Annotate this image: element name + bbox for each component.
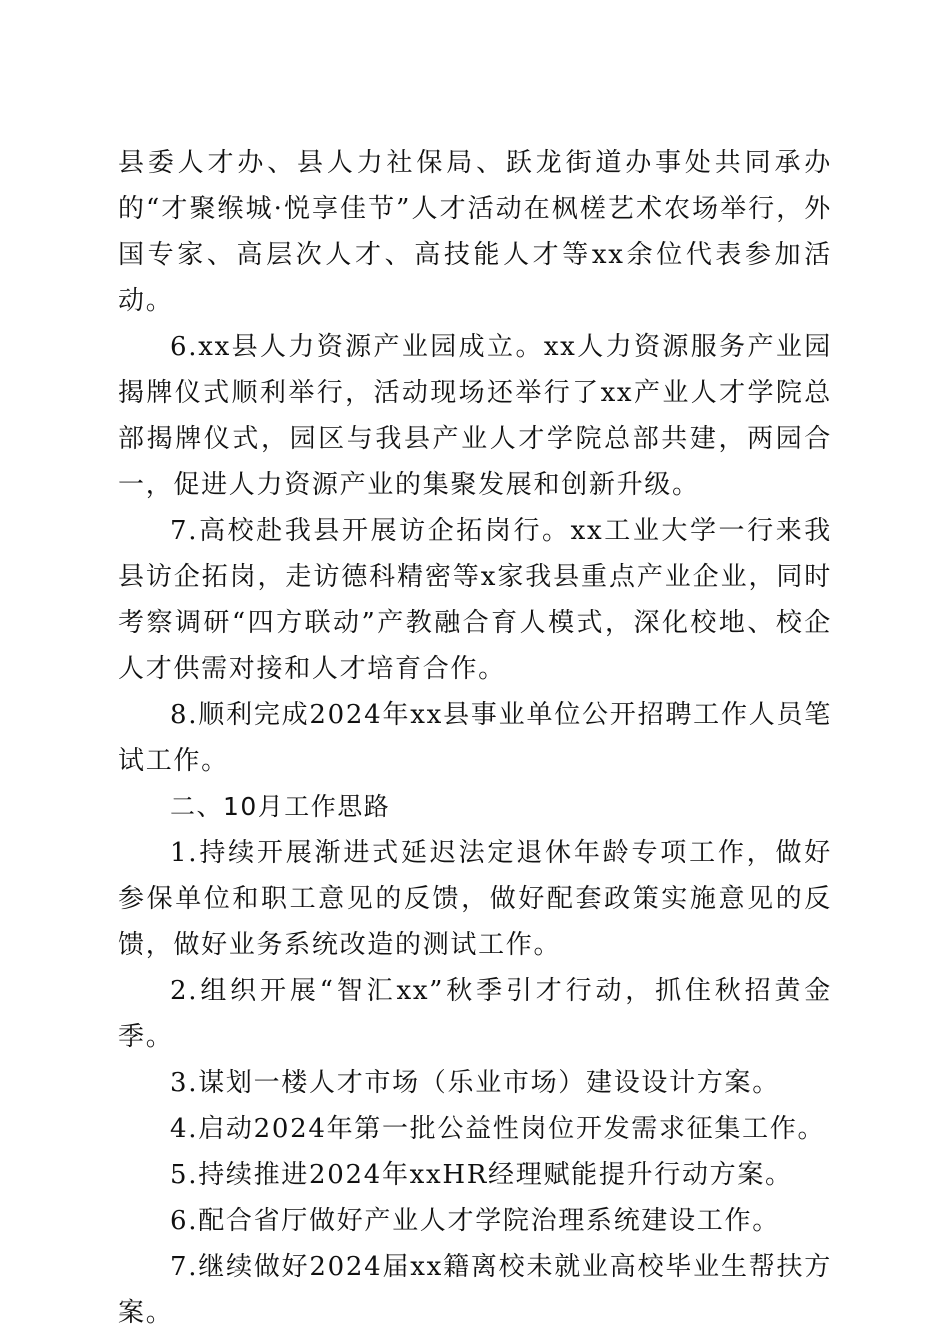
paragraph-item-7: 7.高校赴我县开展访企拓岗行。xx工业大学一行来我县访企拓岗，走访德科精密等x家我县重点产业企业，同时考察调研“四方联动”产教融合育人模式，深化校地、校企人才供需对接和人才培育合作。 — [118, 516, 832, 684]
paragraph-continuation: 县委人才办、县人力社保局、跃龙街道办事处共同承办的“才聚缑城·悦享佳节”人才活动在枫槎艺术农场举行，外国专家、高层次人才、高技能人才等xx余位代表参加活动。 — [118, 148, 832, 316]
paragraph-item-6: 6.xx县人力资源产业园成立。xx人力资源服务产业园揭牌仪式顺利举行，活动现场还举行了xx产业人才学院总部揭牌仪式，园区与我县产业人才学院总部共建，两园合一，促进人力资源产业的集聚发展和创新升级。 — [118, 332, 832, 500]
plan-item-4: 4.启动2024年第一批公益性岗位开发需求征集工作。 — [170, 1114, 826, 1144]
plan-item-7: 7.继续做好2024届xx籍离校未就业高校毕业生帮扶方案。 — [118, 1252, 832, 1328]
plan-item-5: 5.持续推进2024年xxHR经理赋能提升行动方案。 — [170, 1160, 793, 1190]
plan-item-2: 2.组织开展“智汇xx”秋季引才行动，抓住秋招黄金季。 — [118, 976, 832, 1052]
plan-item-6: 6.配合省厅做好产业人才学院治理系统建设工作。 — [170, 1206, 780, 1236]
section-heading: 二、10月工作思路 — [170, 792, 391, 821]
paragraph-item-8: 8.顺利完成2024年xx县事业单位公开招聘工作人员笔试工作。 — [118, 700, 832, 776]
plan-item-1: 1.持续开展渐进式延迟法定退休年龄专项工作，做好参保单位和职工意见的反馈，做好配套政策实施意见的反馈，做好业务系统改造的测试工作。 — [118, 838, 832, 960]
plan-item-3: 3.谋划一楼人才市场（乐业市场）建设设计方案。 — [170, 1068, 780, 1098]
document-body — [118, 140, 832, 1336]
